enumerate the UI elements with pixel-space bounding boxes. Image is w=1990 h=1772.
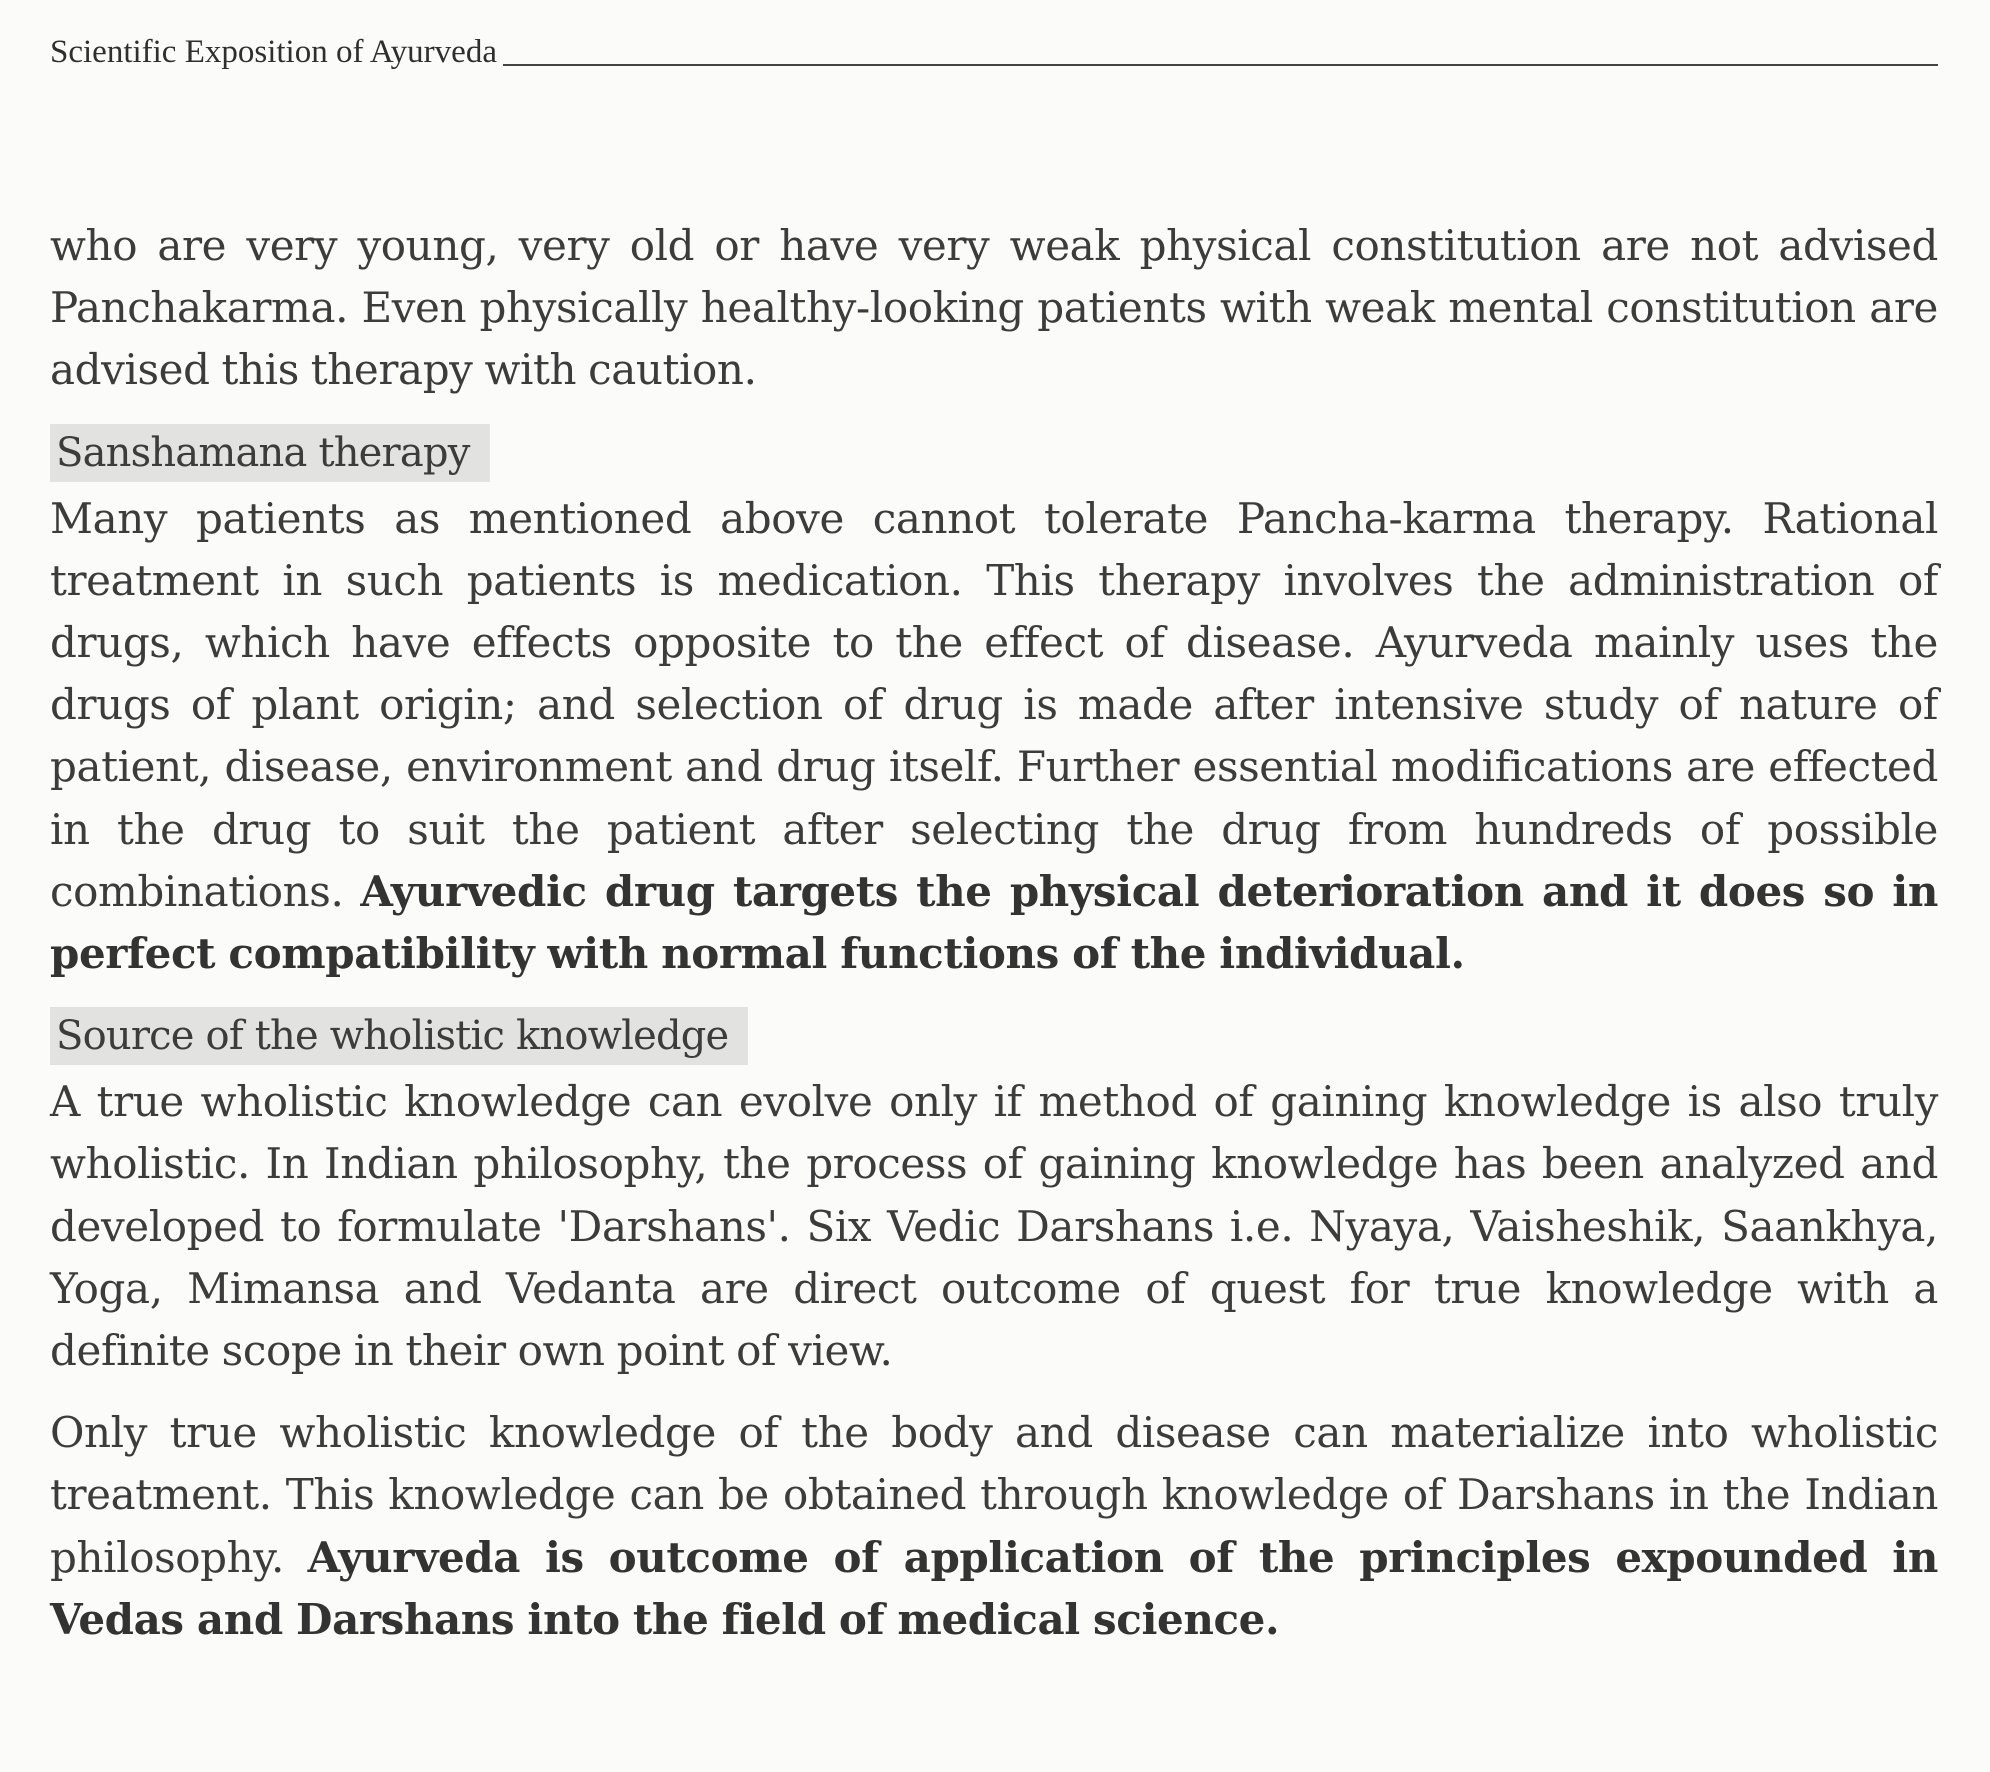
running-header [50, 36, 1938, 69]
running-title: Scientific Exposition of Ayurveda [50, 34, 497, 70]
paragraph-wholistic-knowledge: A true wholistic knowledge can evolve only if method of gaining knowledge is also truly wholistic. In Indian philosophy, the process of gaining knowledge has been analyzed and developed to formulate 'Darshans'. Six Vedic Darshans i.e. Nyaya, Vaisheshik, Saankhya, Yoga, Mimansa and Vedanta are direct outcome of quest for true knowledge with a definite scope in their own point of view. [50, 1077, 1938, 1376]
paragraph-wholistic-treatment [50, 1402, 1938, 1651]
section-heading-sanshamana: Sanshamana therapy [50, 424, 490, 482]
paragraph-sanshamana-emphasis: Ayurvedic drug targets the physical deterioration and it does so in perfect compatibility with normal functions of the individual. [50, 866, 1938, 979]
paragraph-continuation: who are very young, very old or have very weak physical constitution are not advised Panchakarma. Even physically healthy-looking patients with weak mental constitution are advised this therapy with caution. [50, 221, 1938, 395]
paragraph-sanshamana [50, 488, 1938, 986]
paragraph-wholistic-treatment-emphasis: Ayurveda is outcome of application of the principles expounded in Vedas and Darshans into the field of medical science. [50, 1532, 1938, 1644]
paragraph-gap [50, 1382, 1938, 1402]
section-heading-wholistic-knowledge: Source of the wholistic knowledge [50, 1007, 748, 1065]
paragraph-sanshamana-text: Many patients as mentioned above cannot tolerate Pancha-karma therapy. Rational treatment in such patients is medication. This therapy involves the administration of drugs, which have effects opposite to the effect of disease. Ayurveda mainly uses the drugs of plant origin; and selection of drug is made after intensive study of nature of patient, disease, environment and drug itself. Further essential modifications are effected in the drug to suit the patient after selecting the drug from hundreds of possible combinations. [50, 493, 1938, 916]
header-rule [503, 64, 1938, 66]
page-body [50, 215, 1938, 1651]
paragraph-wholistic-treatment-text: Only true wholistic knowledge of the body and disease can materialize into wholistic treatment. This knowledge can be obtained through knowledge of Darshans in the Indian philosophy. [50, 1408, 1938, 1582]
